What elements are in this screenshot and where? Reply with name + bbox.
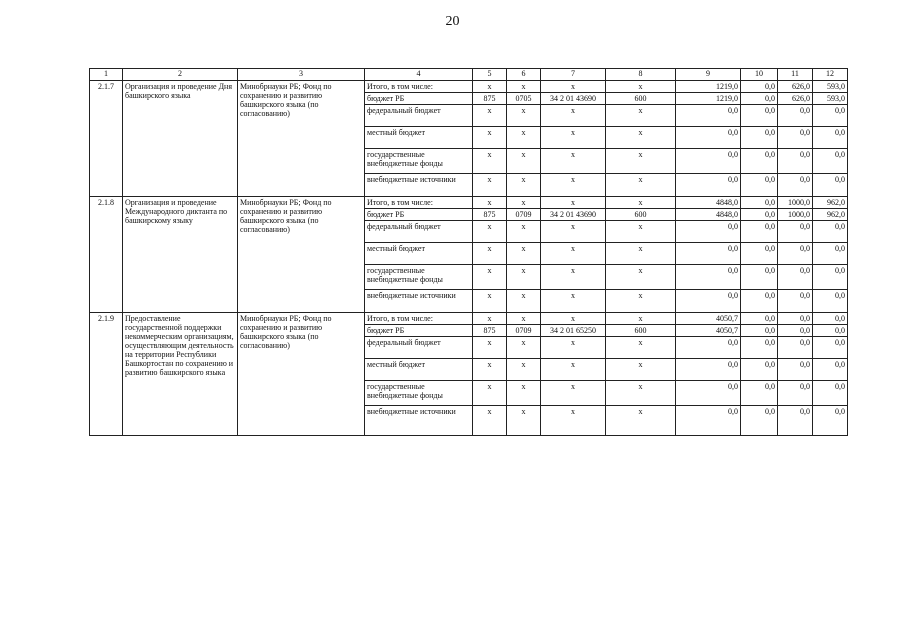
budget-code: х	[473, 127, 507, 149]
column-number: 8	[606, 69, 676, 81]
funding-source: местный бюджет	[365, 243, 473, 265]
table-row	[90, 197, 848, 209]
section-code: 0705	[507, 93, 541, 105]
amount-col-12: 0,0	[813, 221, 848, 243]
amount-col-10: 0,0	[741, 359, 778, 381]
expense-type-code: х	[606, 337, 676, 359]
amount-col-11: 0,0	[778, 221, 813, 243]
amount-col-10: 0,0	[741, 174, 778, 197]
amount-col-12: 593,0	[813, 81, 848, 93]
column-number: 10	[741, 69, 778, 81]
column-number: 4	[365, 69, 473, 81]
amount-col-11: 0,0	[778, 149, 813, 174]
total-amount: 0,0	[676, 149, 741, 174]
target-article-code: 34 2 01 65250	[541, 325, 606, 337]
target-article-code: х	[541, 290, 606, 313]
amount-col-12: 0,0	[813, 127, 848, 149]
amount-col-10: 0,0	[741, 81, 778, 93]
item-name: Организация и проведение Международного диктанта по башкирскому языку	[123, 197, 238, 313]
target-article-code: х	[541, 313, 606, 325]
amount-col-12: 0,0	[813, 359, 848, 381]
total-amount: 4050,7	[676, 313, 741, 325]
funding-source: федеральный бюджет	[365, 105, 473, 127]
expense-type-code: х	[606, 243, 676, 265]
amount-col-12: 0,0	[813, 313, 848, 325]
item-name: Организация и проведение Дня башкирского языка	[123, 81, 238, 197]
funding-source: бюджет РБ	[365, 325, 473, 337]
column-number: 9	[676, 69, 741, 81]
total-amount: 0,0	[676, 243, 741, 265]
total-amount: 4848,0	[676, 197, 741, 209]
budget-code: х	[473, 149, 507, 174]
budget-code: х	[473, 337, 507, 359]
amount-col-10: 0,0	[741, 105, 778, 127]
amount-col-12: 0,0	[813, 105, 848, 127]
target-article-code: х	[541, 81, 606, 93]
section-code: 0709	[507, 209, 541, 221]
target-article-code: х	[541, 197, 606, 209]
column-number: 1	[90, 69, 123, 81]
target-article-code: х	[541, 359, 606, 381]
funding-source: внебюджетные источники	[365, 290, 473, 313]
amount-col-11: 0,0	[778, 325, 813, 337]
target-article-code: х	[541, 105, 606, 127]
funding-source: местный бюджет	[365, 127, 473, 149]
funding-source: внебюджетные источники	[365, 406, 473, 436]
expense-type-code: 600	[606, 325, 676, 337]
expense-type-code: 600	[606, 93, 676, 105]
funding-source: местный бюджет	[365, 359, 473, 381]
expense-type-code: х	[606, 290, 676, 313]
section-code: х	[507, 381, 541, 406]
total-amount: 0,0	[676, 381, 741, 406]
amount-col-10: 0,0	[741, 325, 778, 337]
expense-type-code: х	[606, 221, 676, 243]
amount-col-10: 0,0	[741, 406, 778, 436]
funding-source: внебюджетные источники	[365, 174, 473, 197]
item-code: 2.1.7	[90, 81, 123, 197]
budget-code: 875	[473, 93, 507, 105]
item-code: 2.1.8	[90, 197, 123, 313]
item-executor: Минобрнауки РБ; Фонд по сохранению и развитию башкирского языка (по согласованию)	[238, 197, 365, 313]
total-amount: 0,0	[676, 221, 741, 243]
amount-col-11: 0,0	[778, 243, 813, 265]
total-amount: 0,0	[676, 105, 741, 127]
section-code: х	[507, 290, 541, 313]
amount-col-11: 0,0	[778, 290, 813, 313]
amount-col-11: 0,0	[778, 337, 813, 359]
amount-col-11: 0,0	[778, 105, 813, 127]
page-number: 20	[445, 14, 460, 29]
amount-col-10: 0,0	[741, 209, 778, 221]
total-amount: 0,0	[676, 265, 741, 290]
total-amount: 0,0	[676, 174, 741, 197]
total-amount: 0,0	[676, 337, 741, 359]
amount-col-11: 0,0	[778, 359, 813, 381]
column-number: 3	[238, 69, 365, 81]
column-number: 2	[123, 69, 238, 81]
section-code: х	[507, 221, 541, 243]
target-article-code: х	[541, 337, 606, 359]
section-code: х	[507, 243, 541, 265]
table-row	[90, 313, 848, 325]
budget-code: х	[473, 243, 507, 265]
amount-col-12: 0,0	[813, 243, 848, 265]
item-name: Предоставление государственной поддержки некоммерческим организациям, осуществляющим деятельность на территории Республики Башкортостан по сохранению и развитию башкирского языка	[123, 313, 238, 436]
amount-col-10: 0,0	[741, 93, 778, 105]
total-amount: 1219,0	[676, 81, 741, 93]
budget-code: х	[473, 174, 507, 197]
budget-code: х	[473, 197, 507, 209]
section-code: х	[507, 149, 541, 174]
amount-col-12: 0,0	[813, 265, 848, 290]
amount-col-10: 0,0	[741, 381, 778, 406]
section-code: х	[507, 105, 541, 127]
amount-col-10: 0,0	[741, 197, 778, 209]
amount-col-12: 593,0	[813, 93, 848, 105]
total-amount: 0,0	[676, 127, 741, 149]
target-article-code: 34 2 01 43690	[541, 93, 606, 105]
amount-col-12: 0,0	[813, 325, 848, 337]
section-code: х	[507, 337, 541, 359]
target-article-code: х	[541, 221, 606, 243]
budget-code: х	[473, 406, 507, 436]
amount-col-12: 0,0	[813, 174, 848, 197]
budget-code: х	[473, 81, 507, 93]
budget-code: х	[473, 105, 507, 127]
section-code: х	[507, 313, 541, 325]
funding-source: Итого, в том числе:	[365, 81, 473, 93]
budget-table	[89, 68, 848, 436]
amount-col-12: 962,0	[813, 197, 848, 209]
total-amount: 4848,0	[676, 209, 741, 221]
section-code: х	[507, 127, 541, 149]
expense-type-code: х	[606, 174, 676, 197]
target-article-code: х	[541, 174, 606, 197]
expense-type-code: х	[606, 127, 676, 149]
column-number: 7	[541, 69, 606, 81]
expense-type-code: х	[606, 381, 676, 406]
expense-type-code: х	[606, 197, 676, 209]
target-article-code: х	[541, 406, 606, 436]
target-article-code: х	[541, 265, 606, 290]
column-number: 12	[813, 69, 848, 81]
total-amount: 0,0	[676, 359, 741, 381]
section-code: х	[507, 265, 541, 290]
amount-col-11: 0,0	[778, 313, 813, 325]
item-executor: Минобрнауки РБ; Фонд по сохранению и развитию башкирского языка (по согласованию)	[238, 313, 365, 436]
amount-col-11: 0,0	[778, 265, 813, 290]
expense-type-code: х	[606, 313, 676, 325]
amount-col-11: 1000,0	[778, 209, 813, 221]
amount-col-10: 0,0	[741, 313, 778, 325]
column-number: 5	[473, 69, 507, 81]
target-article-code: х	[541, 243, 606, 265]
amount-col-11: 626,0	[778, 93, 813, 105]
amount-col-11: 1000,0	[778, 197, 813, 209]
section-code: х	[507, 406, 541, 436]
funding-source: государственные внебюджетные фонды	[365, 381, 473, 406]
amount-col-11: 626,0	[778, 81, 813, 93]
target-article-code: х	[541, 127, 606, 149]
amount-col-12: 0,0	[813, 149, 848, 174]
column-number: 11	[778, 69, 813, 81]
amount-col-12: 962,0	[813, 209, 848, 221]
amount-col-10: 0,0	[741, 243, 778, 265]
section-code: х	[507, 174, 541, 197]
amount-col-12: 0,0	[813, 381, 848, 406]
amount-col-10: 0,0	[741, 149, 778, 174]
section-code: х	[507, 197, 541, 209]
budget-code: х	[473, 221, 507, 243]
expense-type-code: х	[606, 81, 676, 93]
amount-col-11: 0,0	[778, 406, 813, 436]
amount-col-11: 0,0	[778, 381, 813, 406]
total-amount: 4050,7	[676, 325, 741, 337]
funding-source: бюджет РБ	[365, 209, 473, 221]
item-code: 2.1.9	[90, 313, 123, 436]
amount-col-12: 0,0	[813, 337, 848, 359]
amount-col-11: 0,0	[778, 127, 813, 149]
column-number: 6	[507, 69, 541, 81]
expense-type-code: 600	[606, 209, 676, 221]
expense-type-code: х	[606, 265, 676, 290]
budget-code: х	[473, 359, 507, 381]
budget-code: х	[473, 265, 507, 290]
section-code: х	[507, 359, 541, 381]
expense-type-code: х	[606, 149, 676, 174]
budget-code: х	[473, 313, 507, 325]
funding-source: федеральный бюджет	[365, 337, 473, 359]
amount-col-10: 0,0	[741, 221, 778, 243]
funding-source: государственные внебюджетные фонды	[365, 149, 473, 174]
section-code: 0709	[507, 325, 541, 337]
budget-code: х	[473, 381, 507, 406]
funding-source: Итого, в том числе:	[365, 313, 473, 325]
target-article-code: 34 2 01 43690	[541, 209, 606, 221]
total-amount: 1219,0	[676, 93, 741, 105]
budget-code: 875	[473, 325, 507, 337]
amount-col-10: 0,0	[741, 265, 778, 290]
section-code: х	[507, 81, 541, 93]
table-row	[90, 81, 848, 93]
expense-type-code: х	[606, 406, 676, 436]
expense-type-code: х	[606, 105, 676, 127]
amount-col-12: 0,0	[813, 406, 848, 436]
column-number-row	[90, 69, 848, 81]
funding-source: федеральный бюджет	[365, 221, 473, 243]
amount-col-10: 0,0	[741, 337, 778, 359]
amount-col-12: 0,0	[813, 290, 848, 313]
amount-col-10: 0,0	[741, 290, 778, 313]
budget-code: 875	[473, 209, 507, 221]
funding-source: бюджет РБ	[365, 93, 473, 105]
funding-source: Итого, в том числе:	[365, 197, 473, 209]
expense-type-code: х	[606, 359, 676, 381]
total-amount: 0,0	[676, 290, 741, 313]
target-article-code: х	[541, 149, 606, 174]
funding-source: государственные внебюджетные фонды	[365, 265, 473, 290]
amount-col-11: 0,0	[778, 174, 813, 197]
target-article-code: х	[541, 381, 606, 406]
amount-col-10: 0,0	[741, 127, 778, 149]
total-amount: 0,0	[676, 406, 741, 436]
item-executor: Минобрнауки РБ; Фонд по сохранению и развитию башкирского языка (по согласованию)	[238, 81, 365, 197]
budget-code: х	[473, 290, 507, 313]
